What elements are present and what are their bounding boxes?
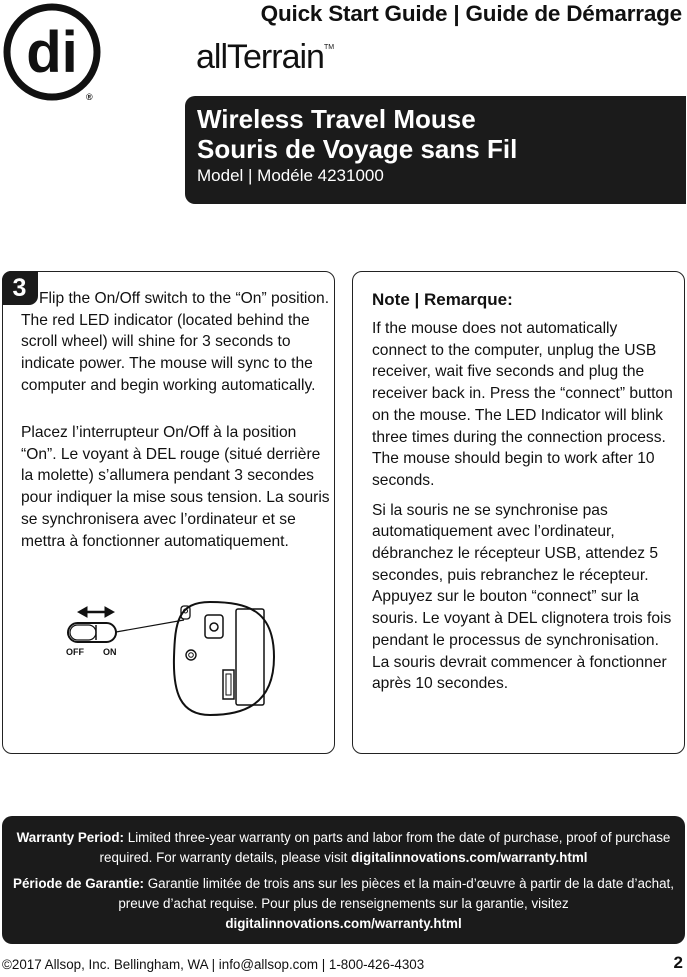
step-3-text-en: Flip the On/Off switch to the “On” position. The red LED indicator (located behind the scroll wheel) will shine for 3 seconds to indicate power. The mouse will sync to the computer and begin working automatically. <box>21 290 330 394</box>
note-title: Note | Remarque: <box>372 290 513 309</box>
footer-contact: ©2017 Allsop, Inc. Bellingham, WA | info@allsop.com | 1-800-426-4303 <box>2 957 425 972</box>
registered-mark: ® <box>86 92 93 102</box>
mouse-bottom-icon <box>174 602 274 715</box>
guide-title: Quick Start Guide | Guide de Démarrage <box>260 1 682 26</box>
warranty-banner <box>2 816 685 944</box>
brand-name <box>196 38 334 77</box>
product-name-fr: Souris de Voyage sans Fil <box>197 134 518 164</box>
step-3-text-fr: Placez l’interrupteur On/Off à la position “On”. Le voyant à DEL rouge (situé derrière la molette) s’allumera pendant 3 secondes pour indiquer la mise sous tension. La souris se synchronisera avec l’ordinateur et se mettra à fonctionner automatiquement. <box>21 424 330 550</box>
mouse-switch-illustration <box>60 597 280 719</box>
trademark-mark: TM <box>323 44 335 51</box>
warranty-label-en: Warranty Period: <box>16 830 125 845</box>
step-number: 3 <box>2 271 38 305</box>
switch-off-label: OFF <box>66 647 84 657</box>
switch-on-label: ON <box>103 647 117 657</box>
brand-text: allTerrain <box>196 38 324 76</box>
di-logo <box>2 2 102 102</box>
product-banner <box>185 96 686 204</box>
warranty-link-fr[interactable]: digitalinnovations.com/warranty.html <box>225 916 462 931</box>
product-name-en: Wireless Travel Mouse <box>197 104 476 134</box>
warranty-link-en[interactable]: digitalinnovations.com/warranty.html <box>351 850 588 865</box>
logo-text: di <box>26 20 78 85</box>
note-card <box>352 271 685 754</box>
model-number: Model | Modéle 4231000 <box>197 166 384 185</box>
warranty-text-fr: Garantie limitée de trois ans sur les pièces et la main-d’œuvre à partir de la date d’achat, preuve d’achat requise. Pour plus de renseignements sur la garantie, visitez <box>118 876 674 911</box>
note-text-en: If the mouse does not automatically connect to the computer, unplug the USB receiver, wait five seconds and plug the receiver back in. Press the “connect” button on the mouse. The LED Indicator will blink three times during the connection process. The mouse should begin to work after 10 seconds. <box>372 320 673 489</box>
note-text-fr: Si la souris ne se synchronise pas automatiquement avec l’ordinateur, débranchez le récepteur USB, attendez 5 secondes, puis rebranchez le récepteur. Appuyez sur le bouton “connect” sur la souris. Le voyant à DEL clignotera trois fois pendant le processus de synchronisation. La souris devrait commencer à fonctionner après 10 secondes. <box>372 501 672 693</box>
warranty-label-fr: Période de Garantie: <box>13 876 145 891</box>
page-number: 2 <box>673 953 683 972</box>
double-arrow-icon <box>78 607 114 617</box>
on-off-switch-icon <box>68 623 116 642</box>
warranty-text-en: Limited three-year warranty on parts and labor from the date of purchase, proof of purchase required. For warranty details, please visit <box>99 830 671 865</box>
warranty-fr <box>10 874 677 934</box>
warranty-en <box>10 828 677 868</box>
